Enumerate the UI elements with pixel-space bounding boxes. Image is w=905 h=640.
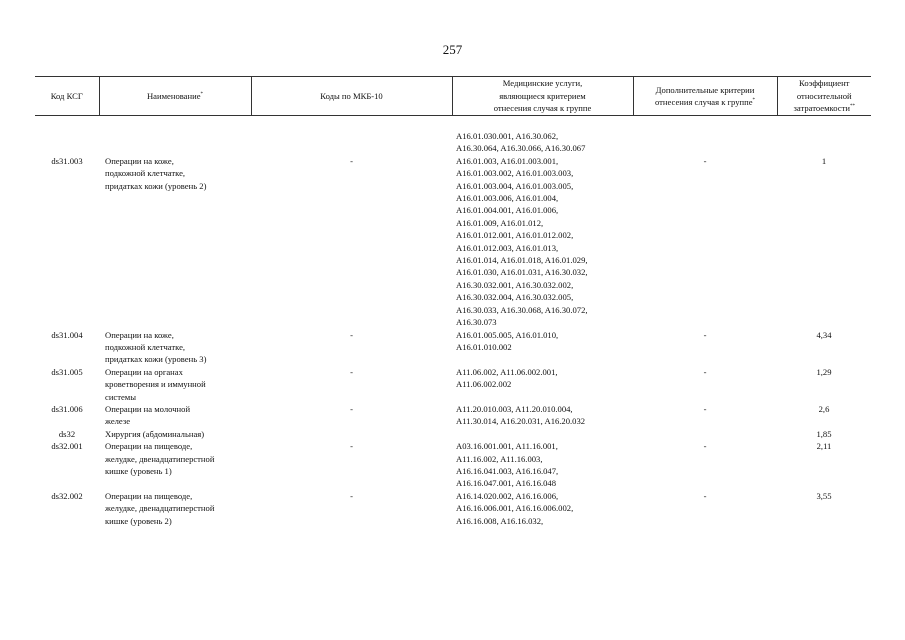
- cell-services: A16.01.003, A16.01.003.001, A16.01.003.002, A16.01.003.003, A16.01.003.004, A16.01.003.005, A16.01.003.006, A16.01.004, A16.01.004.001, A16.01.006, A16.01.009, A16.01.012, A16.01.012.001, A16.01.012.002, A16.01.012.003, A16.01.013, A16.01.014, A16.01.018, A16.01.029, A16.01.030, A16.01.031, A16.30.032, A16.30.032.001, A16.30.032.002, A16.30.032.004, A16.30.032.005, A16.30.033, A16.30.068, A16.30.072, A16.30.073: [456, 155, 588, 328]
- ksg-table: [35, 76, 871, 527]
- header-coefficient: Коэффициент относительной затратоемкости**: [777, 77, 871, 116]
- cell-criteria: -: [703, 329, 707, 340]
- cell-services: A16.14.020.002, A16.16.006, A16.16.006.001, A16.16.006.002, A16.16.008, A16.16.032,: [456, 490, 574, 526]
- cell-coefficient: 2,6: [818, 403, 830, 414]
- cell-code: ds32: [58, 428, 76, 439]
- cell-criteria: -: [703, 366, 707, 377]
- cell-name: Хирургия (абдоминальная): [105, 428, 205, 439]
- cell-name: [99, 130, 251, 155]
- cell-services: A11.20.010.003, A11.20.010.004, A11.30.014, A16.20.031, A16.20.032: [456, 403, 586, 427]
- cell-coefficient: 3,55: [816, 490, 832, 501]
- cell-mkb: -: [350, 329, 353, 340]
- cell-code: ds31.005: [51, 366, 83, 377]
- cell-criteria: -: [703, 403, 707, 414]
- cell-name: Операции на пищеводе, желудке, двенадцатиперстной кишке (уровень 1): [105, 441, 215, 476]
- table-row: [35, 440, 871, 490]
- page-number: 257: [442, 42, 463, 57]
- cell-coefficient: 1,85: [816, 428, 832, 439]
- table-row: [35, 403, 871, 428]
- cell-code: ds31.003: [51, 155, 83, 166]
- cell-name: Операции на пищеводе, желудке, двенадцатиперстной кишке (уровень 2): [105, 490, 215, 526]
- table-header-row: [35, 77, 871, 116]
- table-row: [35, 329, 871, 366]
- cell-code: ds32.001: [51, 441, 83, 452]
- header-services: Медицинские услуги, являющиеся критерием отнесения случая к группе: [452, 77, 633, 116]
- cell-mkb: -: [350, 366, 353, 377]
- cell-name: Операции на молочной железе: [105, 403, 191, 427]
- header-code: Код КСГ: [35, 77, 99, 116]
- cell-code: ds31.004: [51, 329, 83, 340]
- header-mkb: Коды по МКБ-10: [251, 77, 452, 116]
- cell-name: Операции на коже, подкожной клетчатке, придатках кожи (уровень 2): [105, 155, 207, 191]
- cell-mkb: [251, 428, 452, 440]
- cell-code: [35, 130, 99, 155]
- cell-mkb: -: [350, 155, 353, 166]
- cell-coefficient: 2,11: [816, 441, 832, 452]
- cell-name: Операции на коже, подкожной клетчатке, придатках кожи (уровень 3): [105, 329, 207, 365]
- table-row: [35, 130, 871, 155]
- header-name: Наименование*: [99, 77, 251, 116]
- cell-criteria: -: [703, 441, 707, 452]
- header-spacer: [35, 116, 871, 131]
- cell-mkb: [251, 130, 452, 155]
- cell-services: A03.16.001.001, A11.16.001, A11.16.002, A11.16.003, A16.16.041.003, A16.16.047, A16.16.047.001, A16.16.048: [456, 441, 559, 489]
- table-row: [35, 155, 871, 329]
- cell-services: A11.06.002, A11.06.002.001, A11.06.002.002: [456, 366, 558, 390]
- cell-services: A16.01.030.001, A16.30.062, A16.30.064, A16.30.066, A16.30.067: [456, 131, 586, 154]
- table-row: [35, 490, 871, 527]
- cell-coefficient: 1,29: [816, 366, 832, 377]
- cell-criteria: [633, 130, 777, 155]
- header-criteria: Дополнительные критерии отнесения случая к группе*: [633, 77, 777, 116]
- cell-criteria: [633, 428, 777, 440]
- cell-code: ds31.006: [51, 403, 83, 414]
- cell-coefficient: 4,34: [816, 329, 832, 340]
- cell-coefficient: [777, 130, 871, 155]
- cell-mkb: -: [350, 441, 353, 452]
- cell-services: [452, 428, 633, 440]
- table-row: [35, 428, 871, 440]
- cell-coefficient: 1: [821, 155, 827, 166]
- cell-code: ds32.002: [51, 490, 83, 501]
- cell-criteria: -: [703, 155, 707, 166]
- cell-mkb: -: [350, 490, 353, 501]
- cell-services: A16.01.005.005, A16.01.010, A16.01.010.002: [456, 329, 559, 352]
- cell-mkb: -: [350, 403, 353, 414]
- cell-criteria: -: [703, 490, 707, 501]
- table-row: [35, 366, 871, 403]
- cell-name: Операции на органах кроветворения и иммунной системы: [105, 366, 206, 402]
